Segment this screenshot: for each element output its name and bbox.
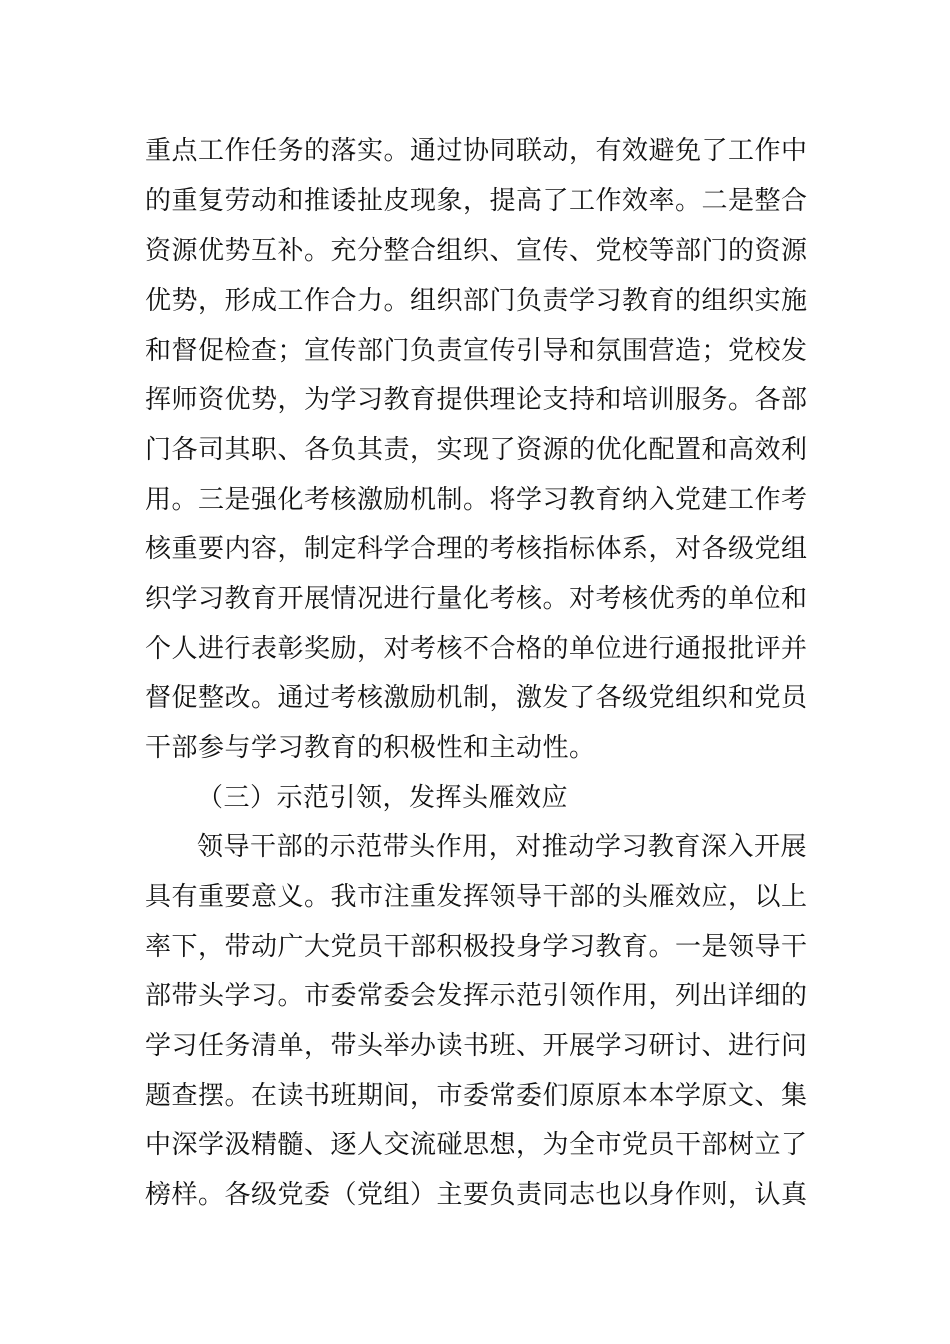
body-text-line: 挥师资优势，为学习教育提供理论支持和培训服务。各部	[145, 385, 808, 415]
body-text-line: 织学习教育开展情况进行量化考核。对考核优秀的单位和	[145, 584, 808, 614]
body-text-line: 重点工作任务的落实。通过协同联动，有效避免了工作中	[145, 136, 808, 166]
body-text-line: 和督促检查；宣传部门负责宣传引导和氛围营造；党校发	[145, 336, 808, 366]
body-text-line: 干部参与学习教育的积极性和主动性。	[145, 733, 596, 763]
body-text-line: 个人进行表彰奖励，对考核不合格的单位进行通报批评并	[145, 634, 808, 664]
body-text-line: 督促整改。通过考核激励机制，激发了各级党组织和党员	[145, 683, 808, 713]
body-text-line: 门各司其职、各负其责，实现了资源的优化配置和高效利	[145, 435, 808, 465]
body-text-line: 资源优势互补。充分整合组织、宣传、党校等部门的资源	[145, 236, 808, 266]
body-text-line: 核重要内容，制定科学合理的考核指标体系，对各级党组	[145, 534, 808, 564]
body-text-line: 中深学汲精髓、逐人交流碰思想，为全市党员干部树立了	[145, 1130, 808, 1160]
body-text-line: 优势，形成工作合力。组织部门负责学习教育的组织实施	[145, 286, 808, 316]
section-heading: （三）示范引领，发挥头雁效应	[197, 783, 569, 813]
body-text-line: 领导干部的示范带头作用，对推动学习教育深入开展	[197, 832, 807, 862]
body-text-line: 具有重要意义。我市注重发挥领导干部的头雁效应，以上	[145, 882, 808, 912]
body-text-line: 用。三是强化考核激励机制。将学习教育纳入党建工作考	[145, 485, 808, 515]
body-text-line: 学习任务清单，带头举办读书班、开展学习研讨、进行问	[145, 1031, 808, 1061]
body-text-line: 率下，带动广大党员干部积极投身学习教育。一是领导干	[145, 932, 808, 962]
body-text-line: 部带头学习。市委常委会发挥示范引领作用，列出详细的	[145, 981, 808, 1011]
body-text-line: 的重复劳动和推诿扯皮现象，提高了工作效率。二是整合	[145, 186, 808, 216]
body-text-line: 榜样。各级党委（党组）主要负责同志也以身作则，认真	[145, 1180, 808, 1210]
body-text-line: 题查摆。在读书班期间，市委常委们原原本本学原文、集	[145, 1081, 808, 1111]
